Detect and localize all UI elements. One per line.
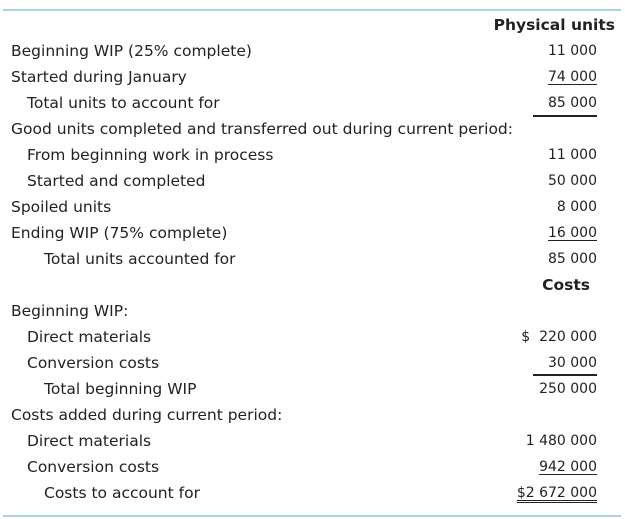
row-value: 1 480 000 (525, 433, 597, 449)
table-row (3, 402, 621, 428)
row-label: From beginning work in process (27, 146, 274, 164)
row-label: Total units to account for (27, 94, 220, 112)
row-value: $ 220 000 (521, 329, 597, 345)
table-row (3, 454, 621, 480)
table-row (3, 116, 621, 142)
row-label: Beginning WIP (25% complete) (11, 42, 252, 60)
table-row (3, 376, 621, 402)
row-label: Costs added during current period: (11, 406, 283, 424)
row-label: Total beginning WIP (44, 380, 197, 398)
row-label: Started during January (11, 68, 187, 86)
physical-units-header-row (3, 12, 621, 38)
row-value: $2 672 000 (516, 485, 597, 501)
row-label: Started and completed (27, 172, 206, 190)
row-label: Direct materials (27, 328, 152, 346)
row-value: 942 000 (539, 459, 597, 475)
table-row (3, 428, 621, 454)
row-value: 250 000 (539, 381, 597, 397)
physical-units-header: Physical units (493, 16, 615, 34)
bottom-border (3, 515, 621, 517)
table-row (3, 194, 621, 220)
row-value: 85 000 (548, 95, 597, 111)
row-label: Total units accounted for (44, 250, 236, 268)
row-label: Ending WIP (75% complete) (11, 224, 228, 242)
row-label: Good units completed and transferred out during current period: (11, 120, 513, 138)
row-label: Direct materials (27, 432, 152, 450)
row-value: 30 000 (548, 355, 597, 371)
units-and-costs-table (3, 9, 621, 517)
costs-header-row (3, 272, 621, 298)
table-row (3, 38, 621, 64)
row-label: Spoiled units (11, 198, 112, 216)
row-value: 8 000 (556, 199, 597, 215)
row-label: Conversion costs (27, 458, 160, 476)
table-row (3, 168, 621, 194)
row-label: Beginning WIP: (11, 302, 129, 320)
top-border (3, 9, 621, 11)
table-row (3, 298, 621, 324)
row-value: 16 000 (548, 225, 597, 241)
table-row (3, 90, 621, 116)
table-row (3, 324, 621, 350)
row-value: 11 000 (548, 43, 597, 59)
row-value: 50 000 (548, 173, 597, 189)
table-row (3, 480, 621, 506)
table-row (3, 350, 621, 376)
table-row (3, 246, 621, 272)
row-label: Conversion costs (27, 354, 160, 372)
table-row (3, 220, 621, 246)
row-label: Costs to account for (44, 484, 200, 502)
row-value: 74 000 (548, 69, 597, 85)
table-row (3, 64, 621, 90)
table-row (3, 142, 621, 168)
row-value: 85 000 (548, 251, 597, 267)
costs-header: Costs (542, 276, 590, 294)
row-value: 11 000 (548, 147, 597, 163)
